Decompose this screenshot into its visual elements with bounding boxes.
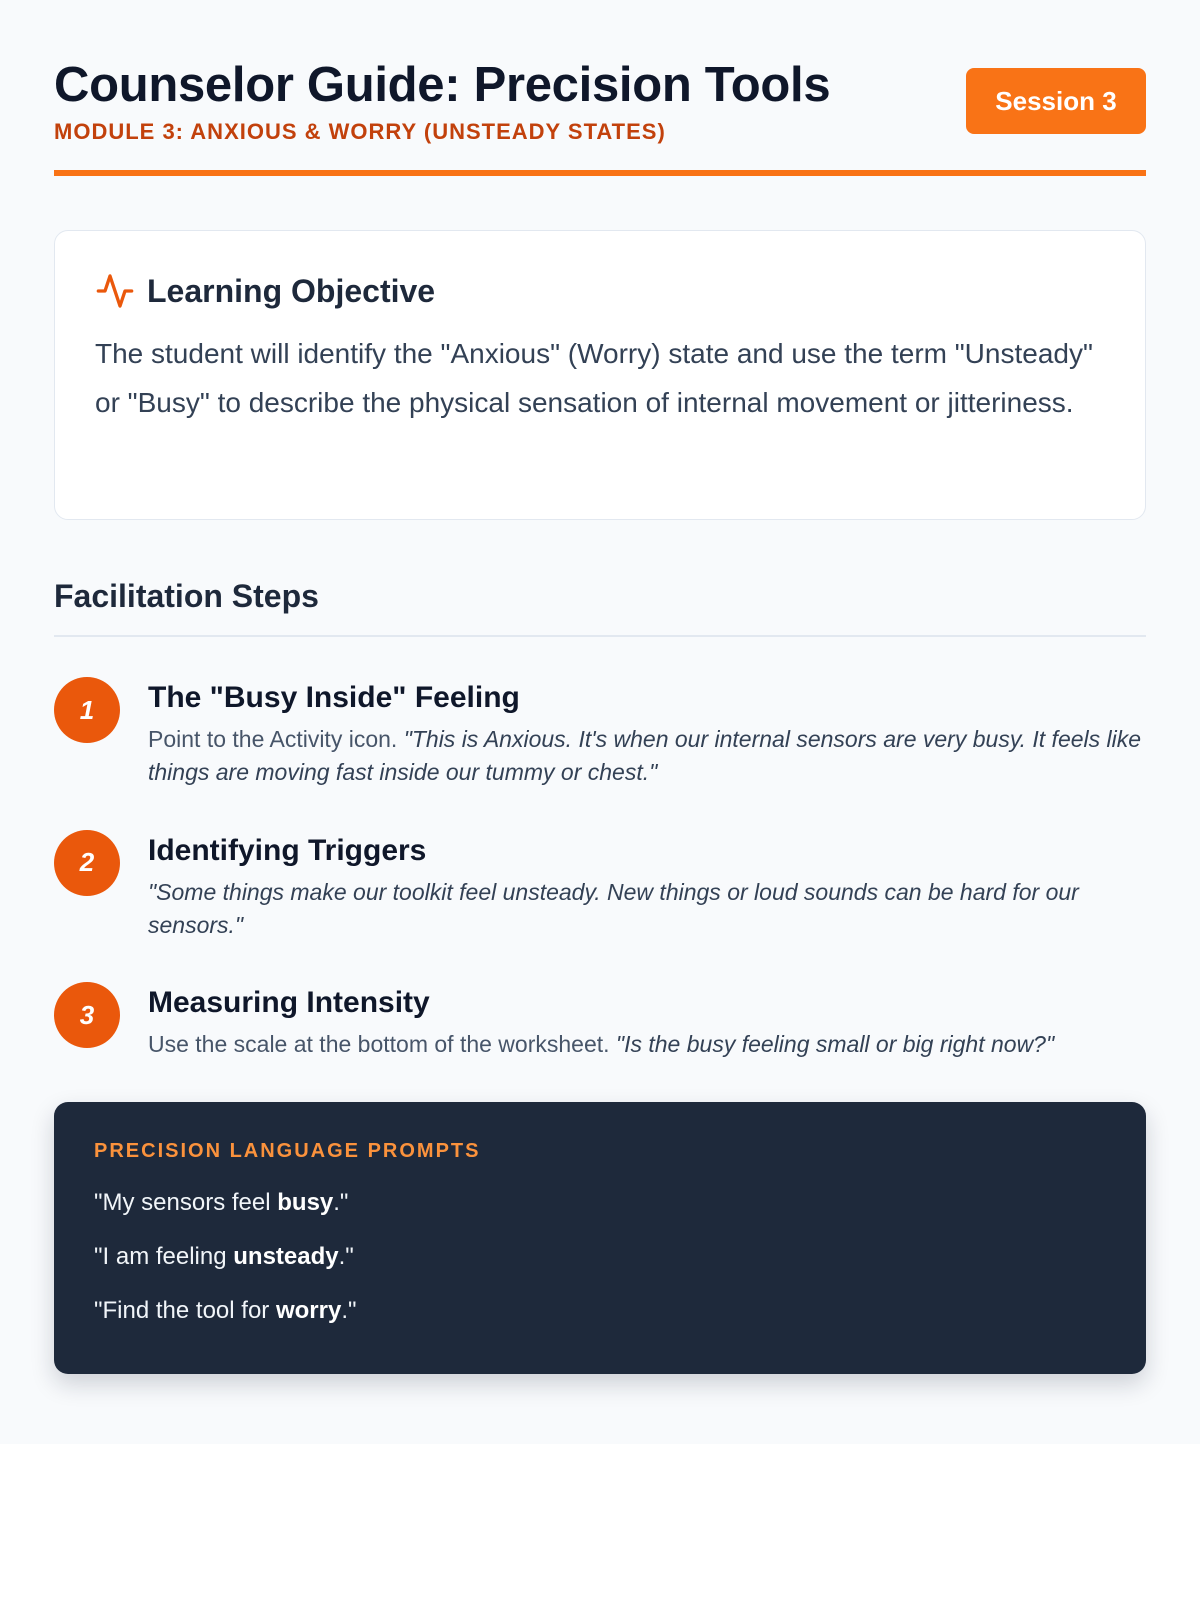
session-badge: Session 3 <box>966 68 1146 134</box>
step-description <box>148 876 1146 943</box>
step-body <box>148 830 1146 943</box>
step-instruction: Point to the Activity icon. <box>148 726 398 752</box>
step-item <box>54 830 1146 943</box>
step-item <box>54 982 1146 1061</box>
module-subtitle: MODULE 3: ANXIOUS & WORRY (UNSTEADY STATES) <box>54 118 666 144</box>
objective-text: The student will identify the "Anxious" (Worry) state and use the term "Unsteady" or "Busy" to describe the physical sensation of internal movement or jitteriness. <box>95 338 1093 418</box>
activity-icon <box>95 271 135 311</box>
page-title: Counselor Guide: Precision Tools <box>54 58 831 112</box>
step-title: Identifying Triggers <box>148 833 427 867</box>
prompt-text: "Find the tool for <box>94 1296 276 1324</box>
step-number-badge: 1 <box>54 677 120 743</box>
prompt-keyword: busy <box>277 1188 334 1216</box>
page-header <box>54 56 1146 176</box>
prompt-line <box>94 1243 1106 1271</box>
step-number-badge: 3 <box>54 982 120 1048</box>
step-quote: "Some things make our toolkit feel unsteady. New things or loud sounds can be hard for our sensors." <box>148 878 1079 939</box>
prompts-heading: PRECISION LANGUAGE PROMPTS <box>94 1139 481 1162</box>
step-item <box>54 677 1146 790</box>
objective-header <box>95 271 1105 311</box>
prompt-text: "My sensors feel <box>94 1188 278 1216</box>
step-quote: "This is Anxious. It's when our internal sensors are very busy. It feels like things are moving fast inside our tummy or chest." <box>148 726 1142 786</box>
prompt-line <box>94 1297 1106 1325</box>
prompt-keyword: unsteady <box>233 1242 339 1270</box>
learning-objective-card <box>54 230 1146 520</box>
facilitation-steps-heading: Facilitation Steps <box>54 578 1146 637</box>
step-instruction: Use the scale at the bottom of the worksheet. <box>148 1031 610 1058</box>
step-body <box>148 677 1146 790</box>
step-title: Measuring Intensity <box>148 986 430 1020</box>
prompt-text: ." <box>338 1242 354 1270</box>
prompt-text: ." <box>333 1188 349 1216</box>
step-body <box>148 982 1146 1061</box>
prompt-text: ." <box>341 1296 357 1324</box>
step-description <box>148 1028 1146 1061</box>
facilitation-steps-list <box>54 677 1146 1062</box>
prompt-text: "I am feeling <box>94 1242 234 1270</box>
objective-title: Learning Objective <box>147 272 436 309</box>
prompt-line <box>94 1189 1106 1217</box>
step-number-badge: 2 <box>54 830 120 896</box>
precision-language-prompts-card <box>54 1102 1146 1374</box>
prompt-keyword: worry <box>275 1296 342 1324</box>
step-title: The "Busy Inside" Feeling <box>148 681 520 714</box>
step-description <box>148 723 1146 790</box>
step-quote: "Is the busy feeling small or big right now?" <box>615 1031 1055 1058</box>
